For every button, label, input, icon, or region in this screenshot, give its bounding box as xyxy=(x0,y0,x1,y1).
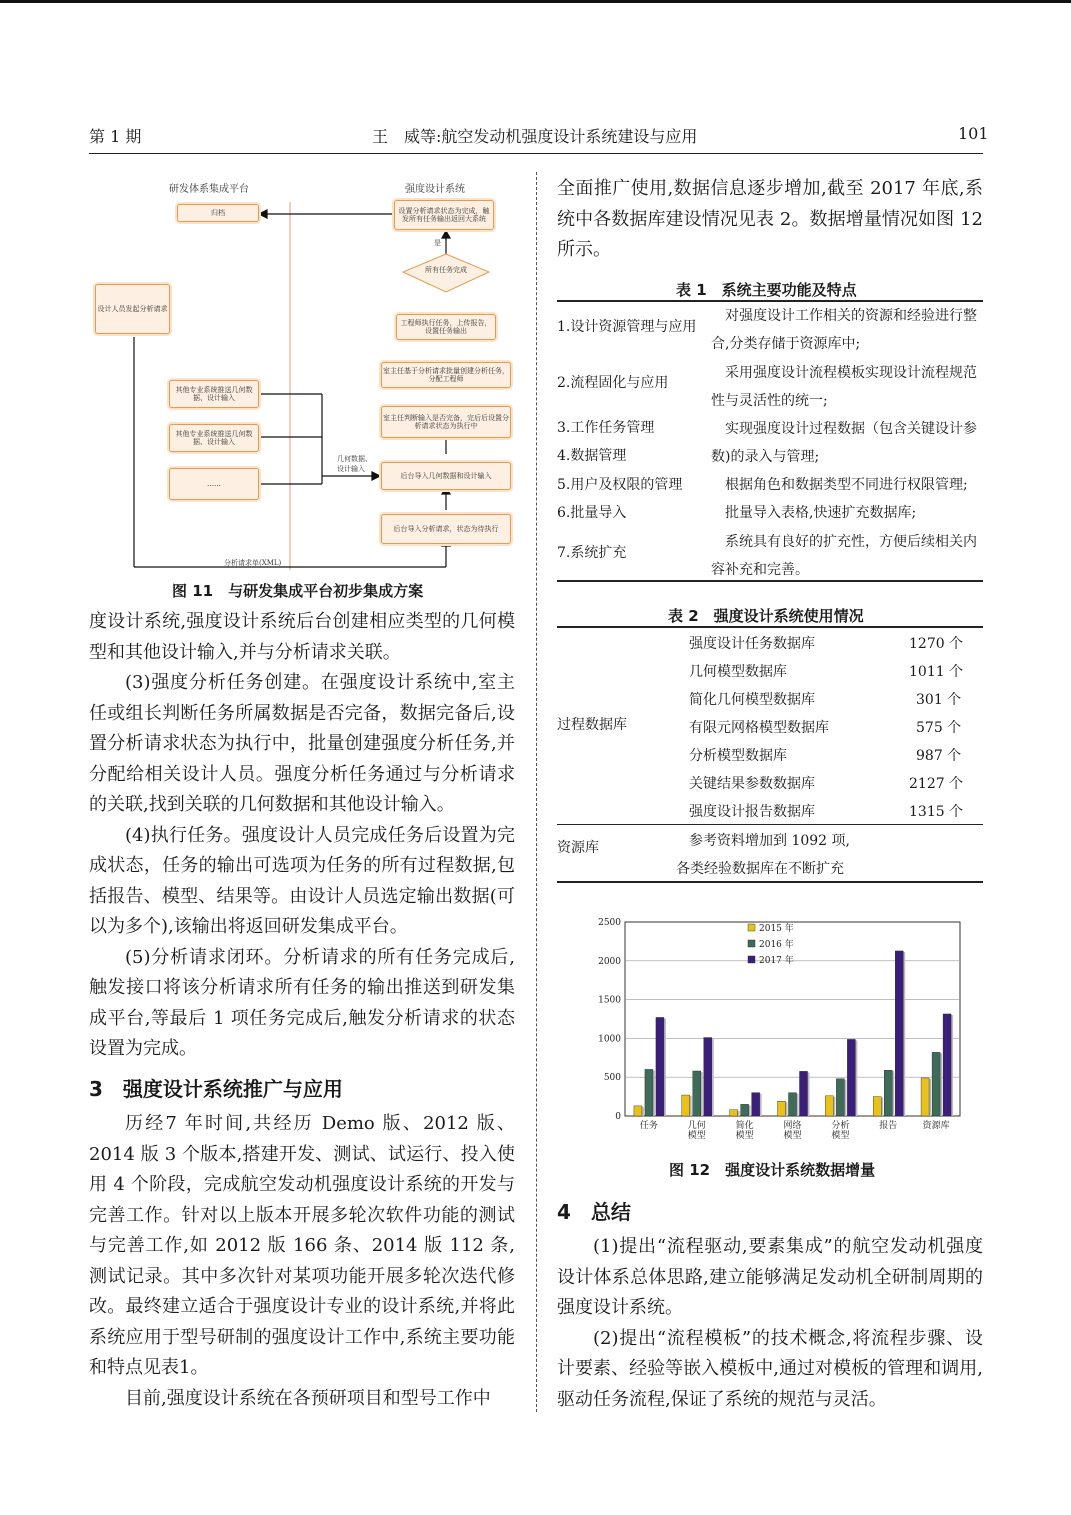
t2-row-5-name: 分析模型数据库 xyxy=(689,748,787,764)
x-tick-label: 模型 xyxy=(831,1131,850,1141)
y-tick-label: 500 xyxy=(603,1073,621,1084)
left-paragraph-6: 目前,强度设计系统在各预研项目和型号工作中 xyxy=(125,1387,491,1409)
y-tick-label: 2500 xyxy=(598,918,621,928)
legend-label: 2016 年 xyxy=(759,940,794,950)
fc-yes-label: 是 xyxy=(434,239,441,247)
issue-number: 第 1 期 xyxy=(89,127,142,146)
bar xyxy=(634,1106,642,1116)
bar xyxy=(943,1014,951,1116)
legend-label: 2015 年 xyxy=(759,924,794,934)
fc-ellipsis-box: …… xyxy=(169,468,259,500)
fc-xml-label: 分析请求单(XML) xyxy=(224,559,282,567)
fc-designer-box: 设计人员发起分析请求 xyxy=(95,284,170,334)
page-number: 101 xyxy=(958,124,989,143)
bar xyxy=(932,1052,940,1116)
plot-area xyxy=(625,922,960,1116)
figure-12-caption: 图 12 强度设计系统数据增量 xyxy=(669,1161,876,1179)
t1-func-3: 3.工作任务管理 xyxy=(557,420,655,436)
table-2-mid-rule xyxy=(557,824,983,825)
x-tick-label: 任务 xyxy=(639,1121,658,1131)
x-tick-label: 简化 xyxy=(735,1121,754,1131)
bar xyxy=(873,1097,881,1116)
y-tick-label: 0 xyxy=(615,1112,621,1122)
bar xyxy=(693,1071,701,1116)
y-tick-label: 1500 xyxy=(598,995,621,1006)
figure-11-caption: 图 11 与研发集成平台初步集成方案 xyxy=(172,582,424,600)
figure-12-chart xyxy=(580,912,980,1152)
t1-desc-7b: 容补充和完善。 xyxy=(711,562,809,578)
t1-desc-1b: 合,分类存储于资源库中; xyxy=(711,336,861,352)
t2-row-7-name: 强度设计报告数据库 xyxy=(689,804,815,820)
t1-desc-5a: 根据角色和数据类型不同进行权限管理; xyxy=(725,477,968,493)
t2-row-2-count: 1011 个 xyxy=(909,664,964,680)
t2-row-7-count: 1315 个 xyxy=(909,804,964,820)
fc-push2-box: 其他专业系统推送几何数据、设计输入 xyxy=(169,424,259,452)
fc-decision-text: 所有任务完成 xyxy=(425,266,467,274)
left-paragraph-3: (4)执行任务。强度设计人员完成任务后设置为完成状态，任务的输出可选项为任务的所有过程数据,包括报告、模型、结果等。由设计人员选定输出数据(可以为多个),该输出将返回研发集成平台。 xyxy=(89,824,515,937)
left-paragraph-2: (3)强度分析任务创建。在强度设计系统中,室主任或组长判断任务所属数据是否完备，数据完备后,设置分析请求状态为执行中，批量创建强度分析任务,并分配给相关设计人员。强度分析任务通过与分析请求的关联,找到关联的几何数据和其他设计输入。 xyxy=(89,672,515,815)
right-paragraph-2: (1)提出“流程驱动,要素集成”的航空发动机强度设计体系总体思路,建立能够满足发动机全研制周期的强度设计系统。 xyxy=(557,1236,983,1318)
bar xyxy=(847,1039,855,1116)
t2-row-3-count: 301 个 xyxy=(916,692,962,708)
t2-resource-line-2: 各类经验数据库在不断扩充 xyxy=(676,861,844,877)
fc-push1-box: 其他专业系统推送几何数据、设计输入 xyxy=(169,380,259,408)
t2-row-3-name: 简化几何模型数据库 xyxy=(689,692,815,708)
bar xyxy=(800,1071,808,1116)
bar xyxy=(752,1093,760,1116)
fc-geo-label: 几何数据、设计输入 xyxy=(337,455,372,473)
x-tick-label: 资源库 xyxy=(922,1121,950,1131)
x-tick-label: 分析 xyxy=(831,1121,850,1131)
t2-row-1-name: 强度设计任务数据库 xyxy=(689,636,815,652)
fc-import-geo-box: 后台导入几何数据和设计输入 xyxy=(381,462,511,490)
x-tick-label: 网络 xyxy=(783,1121,802,1131)
t1-desc-1a: 对强度设计工作相关的资源和经验进行整 xyxy=(725,308,977,324)
t2-row-6-name: 关键结果参数数据库 xyxy=(689,776,815,792)
table-2-bottom-rule xyxy=(557,881,983,883)
bar xyxy=(682,1095,690,1116)
t1-desc-7a: 系统具有良好的扩充性，方便后续相关内 xyxy=(725,534,977,550)
x-tick-label: 模型 xyxy=(735,1131,754,1141)
t2-row-4-count: 575 个 xyxy=(916,720,962,736)
t2-row-1-count: 1270 个 xyxy=(909,636,964,652)
running-title: 王 威等:航空发动机强度设计系统建设与应用 xyxy=(372,127,698,146)
t1-func-1: 1.设计资源管理与应用 xyxy=(557,319,697,335)
table-2-top-rule xyxy=(557,626,983,628)
t2-row-4-name: 有限元网格模型数据库 xyxy=(689,720,829,736)
table-1-top-rule xyxy=(557,300,983,302)
fc-archive-box: 归档 xyxy=(177,204,259,222)
bar xyxy=(730,1110,738,1116)
legend-swatch xyxy=(748,924,755,931)
bar xyxy=(789,1093,797,1116)
fig11-left-title: 研发体系集成平台 xyxy=(169,184,249,195)
bar xyxy=(825,1096,833,1116)
table-2-caption: 表 2 强度设计系统使用情况 xyxy=(668,607,864,625)
x-tick-label: 报告 xyxy=(879,1121,898,1131)
t1-desc-4b: 数)的录入与管理; xyxy=(711,449,820,465)
column-separator xyxy=(536,172,537,1412)
t2-row-6-count: 2127 个 xyxy=(909,776,964,792)
x-tick-label: 模型 xyxy=(687,1131,706,1141)
t1-func-2: 2.流程固化与应用 xyxy=(557,375,669,391)
fc-set-status-box: 设置分析请求状态为完成，触发所有任务输出返回大系统 xyxy=(394,200,494,230)
legend-swatch xyxy=(748,940,755,947)
fig11-right-title: 强度设计系统 xyxy=(405,184,465,195)
fc-import-req-box: 后台导入分析请求，状态为待执行 xyxy=(381,514,511,544)
t2-resource-line-1: 参考资料增加到 1092 项, xyxy=(689,833,850,849)
left-text-block xyxy=(89,607,515,1065)
t1-desc-2b: 性与灵活性的统一; xyxy=(711,393,828,409)
t1-func-6: 6.批量导入 xyxy=(557,505,627,521)
fc-create-tasks-box: 室主任基于分析请求批量创建分析任务，分配工程师 xyxy=(381,362,511,388)
bar xyxy=(778,1101,786,1116)
left-text-block-2 xyxy=(89,1109,515,1414)
fc-judge-box: 室主任判断输入是否完备，完后后设置分析请求状态为执行中 xyxy=(381,406,511,438)
bar xyxy=(884,1070,892,1116)
t2-row-5-count: 987 个 xyxy=(916,748,962,764)
header-rule xyxy=(89,153,983,154)
figure-11 xyxy=(89,172,529,572)
top-border xyxy=(0,0,1071,3)
legend-swatch xyxy=(748,956,755,963)
section-3-heading: 3 强度设计系统推广与应用 xyxy=(89,1077,343,1101)
t1-desc-3a: 实现强度设计过程数据（包含关键设计参 xyxy=(725,421,977,437)
t1-desc-2a: 采用强度设计流程模板实现设计流程规范 xyxy=(725,365,977,381)
section-4-heading: 4 总结 xyxy=(557,1200,631,1224)
t2-row-2-name: 几何模型数据库 xyxy=(689,664,787,680)
bar xyxy=(645,1069,653,1116)
t1-func-5: 5.用户及权限的管理 xyxy=(557,477,683,493)
bar xyxy=(836,1079,844,1116)
right-intro-paragraph: 全面推广使用,数据信息逐步增加,截至 2017 年底,系统中各数据库建设情况见表 2。数据增量情况如图 12 所示。 xyxy=(557,178,983,260)
y-tick-label: 2000 xyxy=(598,956,621,967)
t2-group-resource: 资源库 xyxy=(557,840,599,856)
bar xyxy=(704,1038,712,1116)
bar xyxy=(895,951,903,1116)
t1-func-7: 7.系统扩充 xyxy=(557,545,627,561)
legend-label: 2017 年 xyxy=(759,956,794,966)
t2-group-process: 过程数据库 xyxy=(557,717,627,733)
left-paragraph-1: 度设计系统,强度设计系统后台创建相应类型的几何模型和其他设计输入,并与分析请求关联。 xyxy=(89,611,515,663)
bar xyxy=(656,1017,664,1116)
right-paragraph-3: (2)提出“流程模板”的技术概念,将流程步骤、设计要素、经验等嵌入模板中,通过对模板的管理和调用,驱动任务流程,保证了系统的规范与灵活。 xyxy=(557,1327,983,1410)
y-tick-label: 1000 xyxy=(598,1034,621,1045)
fc-engineer-box: 工程师执行任务，上传报告，设置任务输出 xyxy=(396,314,496,340)
bar xyxy=(741,1104,749,1116)
x-tick-label: 几何 xyxy=(687,1121,706,1131)
left-paragraph-4: (5)分析请求闭环。分析请求的所有任务完成后,触发接口将该分析请求所有任务的输出推送到研发集成平台,等最后 1 项任务完成后,触发分析请求的状态设置为完成。 xyxy=(89,946,515,1059)
table-1-caption: 表 1 系统主要功能及特点 xyxy=(676,281,857,299)
t1-desc-6a: 批量导入表格,快速扩充数据库; xyxy=(725,505,917,521)
right-text-block xyxy=(557,1232,983,1415)
table-1-bottom-rule xyxy=(557,580,983,582)
left-paragraph-5: 历经7 年时间,共经历 Demo 版、2012 版、2014 版 3 个版本,搭建开发、测试、试运行、投入使用 4 个阶段，完成航空发动机强度设计系统的开发与完善工作。针对以上版本开展多轮次软件功能的测试与完善工作,如 2012 版 166 条、2014 版 112 条,测试记录。其中多次针对某项功能开展多轮次迭代修改。最终建立适合于强度设计专业的设计系统,并将此系统应用于型号研制的强度设计工作中,系统主要功能和特点见表1。 xyxy=(89,1113,515,1378)
bar xyxy=(921,1078,929,1116)
x-tick-label: 模型 xyxy=(783,1131,802,1141)
t1-func-4: 4.数据管理 xyxy=(557,448,627,464)
